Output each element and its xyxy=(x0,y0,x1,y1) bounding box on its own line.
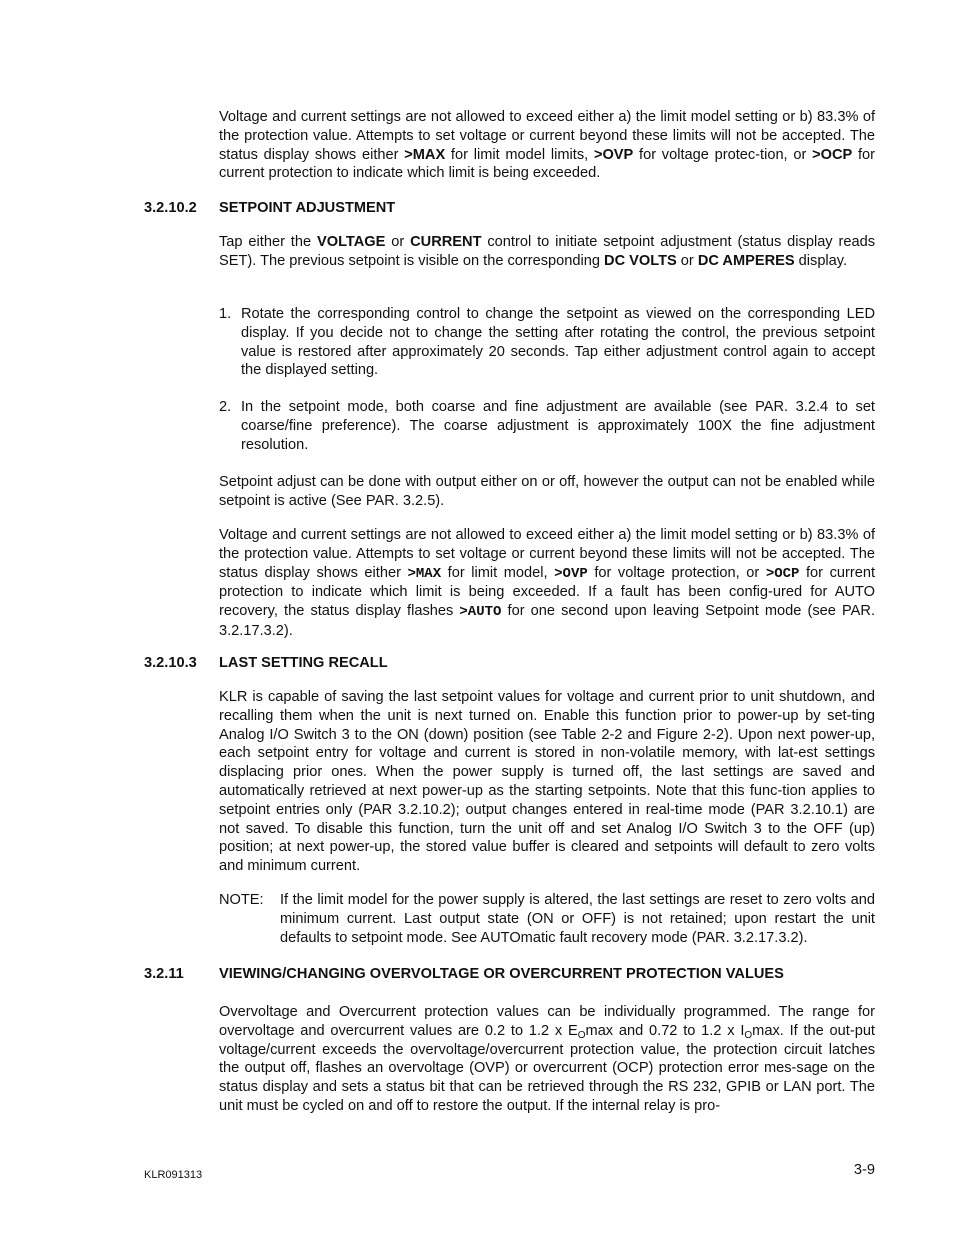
paragraph-limit-settings-setpoint: Voltage and current settings are not allowed to exceed either a) the limit model setting or b) 83.3% of the protection value. Attempts to set voltage or current beyond these limits will not be accepted. The status display shows either >MAX for limit model, >OVP for voltage protection, or >OCP for current protection to indicate which limit is being exceeded. If a fault has been config-ured for AUTO recovery, the status display flashes >AUTO for one second upon leaving Setpoint mode (see PAR. 3.2.17.3.2). xyxy=(219,527,876,639)
list-item: Rotate the corresponding control to change the setpoint as viewed on the corresponding LED display. If you decide not to change the setting after rotating the control, the previous setpoint value is restored after approximately 20 seconds. Tap either adjustment control again to accept the displayed setting. xyxy=(241,306,875,379)
section-title: VIEWING/CHANGING OVERVOLTAGE OR OVERCURRENT PROTECTION VALUES xyxy=(219,966,784,982)
section-number: 3.2.11 xyxy=(144,966,184,982)
section-title: LAST SETTING RECALL xyxy=(219,655,388,671)
note-text: If the limit model for the power supply is altered, the last settings are reset to zero volts and minimum current. Last output state (ON or OFF) is not retained; upon restart the unit defaults to setpoint mode. See AUTOmatic fault recovery mode (PAR. 3.2.17.3.2). xyxy=(280,892,875,946)
paragraph-setpoint-intro: Tap either the VOLTAGE or CURRENT control to initiate setpoint adjustment (status display reads SET). The previous setpoint is visible on the corresponding DC VOLTS or DC AMPERES display. xyxy=(219,234,875,269)
paragraph-setpoint-output: Setpoint adjust can be done with output either on or off, however the output can not be enabled while setpoint is active (See PAR. 3.2.5). xyxy=(219,474,875,509)
paragraph-last-setting-recall: KLR is capable of saving the last setpoint values for voltage and current prior to unit shutdown, and recalling them when the unit is next turned on. Enable this function prior to power-up by set-ting Analog I/O Switch 3 to the ON (down) position (see Table 2-2 and Figure 2-2). Upon next power-up, each setpoint entry for voltage and current is stored in non-volatile memory, with lat-est settings displacing prior ones. When the power supply is turned off, the last settings are saved and automatically retrieved at next power-up as the starting setpoints. Note that this func-tion applies to setpoint entries only (PAR 3.2.10.2); output changes entered in real-time mode (PAR 3.2.10.1) are not saved. To disable this function, turn the unit off and set Analog I/O Switch 3 to the OFF (up) position; at next power-up, the stored value buffer is cleared and setpoints will default to zero volts and minimum current. xyxy=(219,689,875,875)
note-label: NOTE: xyxy=(219,892,264,908)
page-number: 3-9 xyxy=(853,1162,875,1178)
list-item: In the setpoint mode, both coarse and fine adjustment are available (see PAR. 3.2.4 to set coarse/fine preference). The coarse adjustment is approximately 100X the fine adjustment resolution. xyxy=(241,399,875,453)
paragraph-limit-settings: Voltage and current settings are not allowed to exceed either a) the limit model setting or b) 83.3% of the protection value. Attempts to set voltage or current beyond these limits will not be accepted. The status display shows either >MAX for limit model limits, >OVP for voltage protec-tion, or >OCP for current protection to indicate which limit is being exceeded. xyxy=(219,109,876,182)
section-title: SETPOINT ADJUSTMENT xyxy=(219,200,396,216)
list-item-number: 1. xyxy=(219,306,232,322)
section-number: 3.2.10.3 xyxy=(144,655,197,671)
document-id: KLR091313 xyxy=(144,1169,203,1181)
section-number: 3.2.10.2 xyxy=(144,200,197,216)
list-item-number: 2. xyxy=(219,399,232,415)
paragraph-protection-values: Overvoltage and Overcurrent protection values can be individually programmed. The range for overvoltage and overcurrent values are 0.2 to 1.2 x $E_O\max$ and 0.72 to 1.2 x $I_O\max$. If the out-put voltage/current exceeds the overvoltage/overcurrent protection value, the protection circuit latches the output off, flashes an overvoltage (OVP) or overcurrent (OCP) protection error mes-sage on the status display and sets a status bit that can be retrieved through the RS 232, GPIB or LAN port. The unit must be cycled on and off to restore the output. If the internal relay is pro- xyxy=(219,1004,875,1114)
